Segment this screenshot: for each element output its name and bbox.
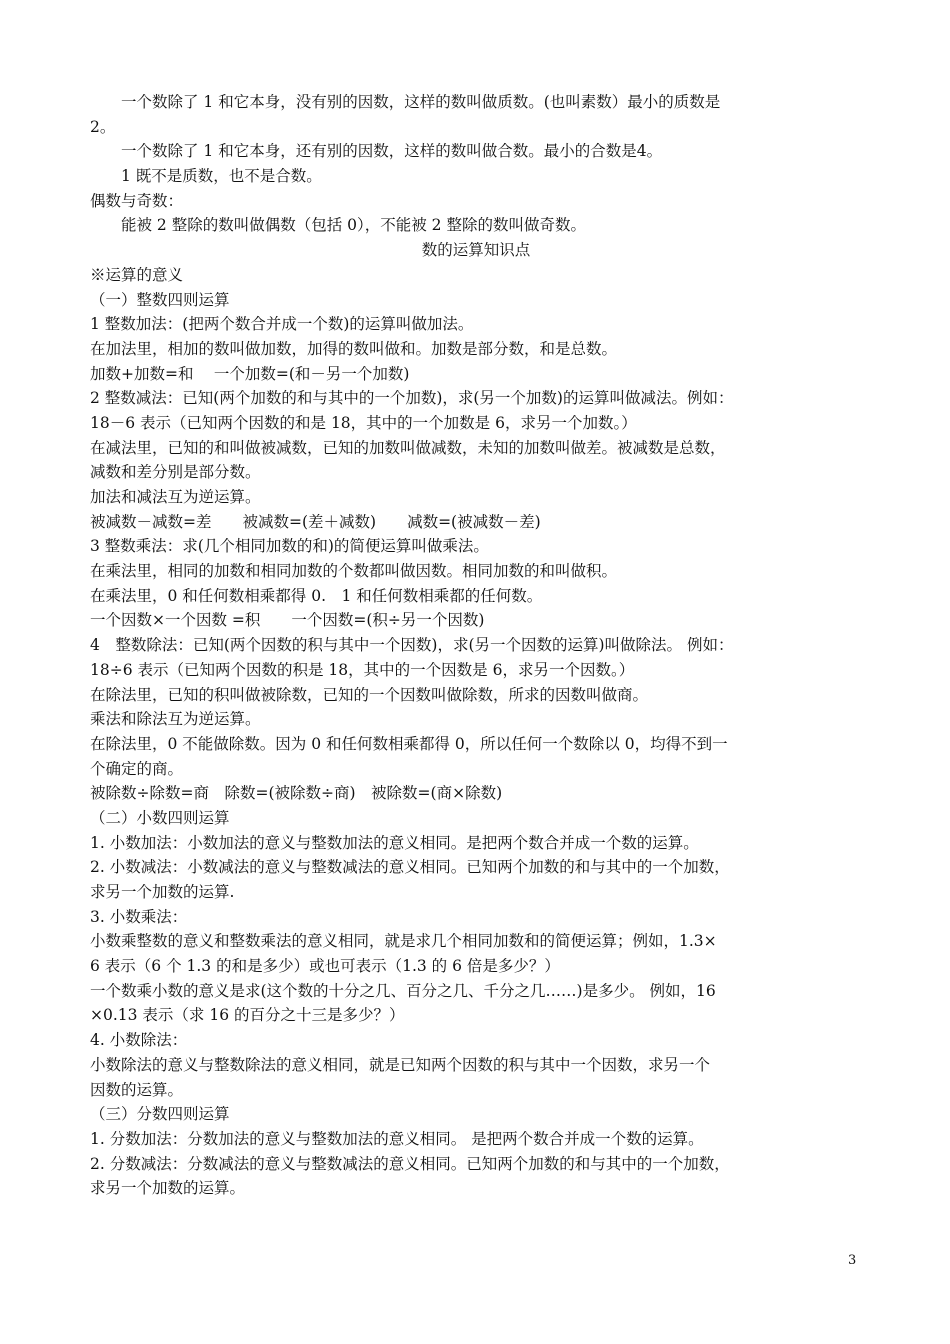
subsection-heading: （一）整数四则运算 (90, 290, 230, 309)
text-line: 2。 (90, 117, 116, 136)
document-body (90, 90, 862, 1201)
text-line: 在除法里，0 不能做除数。因为 0 和任何数相乘都得 0，所以任何一个数除以 0，均得不到一 (90, 734, 728, 753)
text-line: 个确定的商。 (90, 759, 184, 778)
text-line: 1. 分数加法：分数加法的意义与整数加法的意义相同。 是把两个数合并成一个数的运算。 (90, 1129, 704, 1148)
text-line: 在乘法里，0 和任何数相乘都得 0. 1 和任何数相乘都的任何数。 (90, 586, 543, 605)
text-line: 2. 分数减法：分数减法的意义与整数减法的意义相同。已知两个加数的和与其中的一个加数， (90, 1154, 730, 1173)
text-line: 2. 小数减法：小数减法的意义与整数减法的意义相同。已知两个加数的和与其中的一个加数， (90, 858, 730, 877)
page-number: 3 (848, 1253, 857, 1268)
text-line: 在除法里，已知的积叫做被除数，已知的一个因数叫做除数，所求的因数叫做商。 (90, 685, 649, 704)
text-line: 一个数除了 1 和它本身，还有别的因数，这样的数叫做合数。最小的合数是4。 (121, 142, 663, 161)
text-line: 因数的运算。 (90, 1080, 184, 1099)
text-line: 4 整数除法：已知(两个因数的积与其中一个因数)，求(另一个因数的运算)叫做除法。 例如： (90, 636, 734, 655)
text-line: 乘法和除法互为逆运算。 (90, 710, 261, 729)
text-line: 1 既不是质数，也不是合数。 (121, 167, 322, 186)
subsection-heading: （三）分数四则运算 (90, 1105, 230, 1124)
formula-line: 加数+加数=和 一个加数=(和－另一个加数) (90, 364, 410, 383)
text-line: 1 整数加法：(把两个数合并成一个数)的运算叫做加法。 (90, 315, 474, 334)
text-line: 一个数乘小数的意义是求(这个数的十分之几、百分之几、千分之几……)是多少。 例如，16 (90, 981, 716, 1000)
text-line: 1. 小数加法：小数加法的意义与整数加法的意义相同。是把两个数合并成一个数的运算。 (90, 833, 699, 852)
formula-line: 被除数÷除数=商 除数=(被除数÷商) 被除数=(商×除数) (90, 784, 503, 803)
text-line: 求另一个加数的运算. (90, 883, 235, 901)
text-line: 求另一个加数的运算。 (90, 1179, 246, 1198)
section-title: 数的运算知识点 (421, 241, 531, 260)
text-line: 在乘法里，相同的加数和相同加数的个数都叫做因数。相同加数的和叫做积。 (90, 562, 618, 581)
text-line: 18－6 表示（已知两个因数的和是 18，其中的一个加数是 6，求另一个加数。） (90, 413, 637, 432)
text-line: 加法和减法互为逆运算。 (90, 488, 261, 506)
text-line: 2 整数减法：已知(两个加数的和与其中的一个加数)，求(另一个加数)的运算叫做减法。例如： (90, 389, 734, 408)
text-line: 3. 小数乘法： (90, 907, 188, 926)
text-line: 在加法里，相加的数叫做加数，加得的数叫做和。加数是部分数，和是总数。 (90, 339, 618, 358)
text-line: 小数乘整数的意义和整数乘法的意义相同，就是求几个相同加数和的简便运算；例如，1.3× (90, 932, 717, 951)
text-line: 18÷6 表示（已知两个因数的积是 18，其中的一个因数是 6，求另一个因数。） (90, 660, 635, 679)
subheading: ※运算的意义 (90, 265, 184, 284)
text-line: 减数和差分别是部分数。 (90, 463, 261, 482)
formula-line: 一个因数×一个因数 =积 一个因数=(积÷另一个因数) (90, 611, 485, 630)
subsection-heading: （二）小数四则运算 (90, 808, 230, 827)
text-line: 4. 小数除法： (90, 1031, 188, 1050)
text-line: 6 表示（6 个 1.3 的和是多少）或也可表示（1.3 的 6 倍是多少？） (90, 957, 560, 976)
text-line: 能被 2 整除的数叫做偶数（包括 0），不能被 2 整除的数叫做奇数。 (121, 216, 586, 235)
subheading: 偶数与奇数： (90, 191, 184, 210)
text-line: 小数除法的意义与整数除法的意义相同，就是已知两个因数的积与其中一个因数，求另一个 (90, 1055, 711, 1074)
text-line: 一个数除了 1 和它本身，没有别的因数，这样的数叫做质数。(也叫素数）最小的质数是 (121, 93, 721, 111)
formula-line: 被减数－减数=差 被减数=(差＋减数) 减数=(被减数－差) (90, 512, 541, 531)
text-line: 3 整数乘法：求(几个相同加数的和)的简便运算叫做乘法。 (90, 537, 489, 556)
text-line: ×0.13 表示（求 16 的百分之十三是多少？） (90, 1006, 405, 1025)
text-line: 在减法里，已知的和叫做被减数，已知的加数叫做减数，未知的加数叫做差。被减数是总数， (90, 438, 726, 457)
